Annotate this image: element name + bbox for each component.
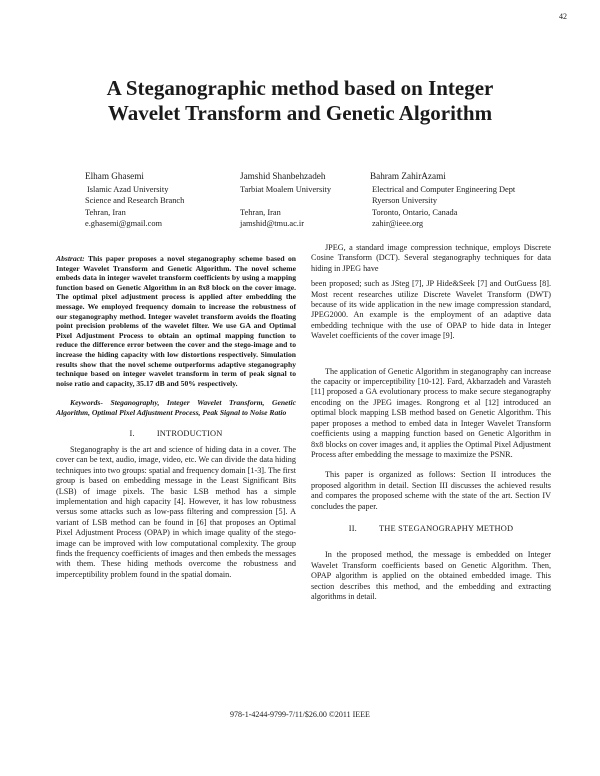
author-name: Elham Ghasemi xyxy=(85,171,144,181)
author-affiliation: Science and Research Branch xyxy=(85,196,185,206)
section-number: I. xyxy=(129,428,135,438)
left-column xyxy=(56,254,296,580)
author-location: Tehran, Iran xyxy=(240,207,281,217)
paragraph-organization: This paper is organized as follows: Section II introduces the proposed algorithm in detail. Section III discusses the achieved results and compares the proposed scheme with the state of the art. Section IV concludes the paper. xyxy=(311,470,551,511)
author-name: Bahram ZahirAzami xyxy=(370,171,446,181)
author-name: Jamshid Shanbehzadeh xyxy=(240,171,326,181)
author-affiliation: Ryerson University xyxy=(372,196,438,206)
paragraph-genetic-algorithm: The application of Genetic Algorithm in steganography can increase the capacity or imperceptibility [10-12]. Fard, Akbarzadeh and Varasteh [11] proposed a GA evolutionary process to make secure steganography encoding on the JPEG images. Rongrong et al [12] introduced an optimal block mapping LSB method based on Genetic Algorithm. This paper proposes a method to embed data in Integer Wavelet Transform coefficients using a mapping function based on Genetic Algorithm in 8x8 blocks on cover images and, it applies the Optimal Pixel Adjustment Process after embedding the message to maximize the PSNR. xyxy=(311,366,551,459)
paper-title xyxy=(40,76,560,126)
paragraph-dwt: been proposed; such as JSteg [7], JP Hide&Seek [7] and OutGuess [8]. Most recent researches utilize Discrete Wavelet Transform (DWT) because of its wide application in the new image compression standard, JPEG2000. An example is the employment of an adaptive data embedding technique with the use of OPAP to hide data in Integer Wavelet coefficients of the cover image [9]. xyxy=(311,279,551,341)
author-affiliation: Islamic Azad University xyxy=(87,184,169,194)
section-title: INTRODUCTION xyxy=(156,428,223,438)
abstract-text: This paper proposes a novel steganography scheme based on Integer Wavelet Transform and Genetic Algorithm. The novel scheme embeds data in integer wavelet transform coefficients by using a mapping function based on Genetic Algorithm in an 8x8 block on the cover image. The optimal pixel adjustment process is applied after embedding the message. We employed frequency domain to increase the robustness of our steganography method. Integer wavelet transform avoids the floating point precision problems of the wavelet filter. We use GA and Optimal Pixel Adjustment Process to obtain an optimal mapping function to reduce the difference error between the cover and the stego-image and to increase the hiding capacity with low distortions respectively. Simulation results show that the novel scheme outperforms adaptive steganography technique based on integer wavelet transform in term of peak signal to noise ratio and capacity, 35.17 dB and 50% respectively. xyxy=(56,254,296,388)
page-number: 42 xyxy=(559,12,567,21)
right-column xyxy=(311,243,551,602)
author-block-3 xyxy=(372,171,515,230)
author-affiliation: Tarbiat Moalem University xyxy=(240,184,332,194)
author-block-2 xyxy=(240,171,331,230)
author-email: e.ghasemi@gmail.com xyxy=(85,219,163,229)
keywords: Keywords- Steganography, Integer Wavelet Transform, Genetic Algorithm, Optimal Pixel Adjustment Process, Peak Signal to Noise Ratio xyxy=(56,398,296,417)
author-affiliation xyxy=(240,195,331,207)
author-affiliation: Electrical and Computer Engineering Dept xyxy=(372,184,516,194)
author-block-1 xyxy=(87,171,184,230)
author-email: jamshid@tmu.ac.ir xyxy=(240,219,304,229)
paragraph-jpeg: JPEG, a standard image compression technique, employs Discrete Cosine Transform (DCT). Several steganography techniques for data hiding in JPEG have xyxy=(311,243,551,273)
title-line-1: A Steganographic method based on Integer xyxy=(106,76,494,100)
author-email: zahir@ieee.org xyxy=(372,219,424,229)
author-location: Tehran, Iran xyxy=(85,207,126,217)
section-heading-introduction xyxy=(56,429,296,439)
section-title: THE STEGANOGRAPHY METHOD xyxy=(378,523,514,533)
copyright-footer: 978-1-4244-9799-7/11/$26.00 ©2011 IEEE xyxy=(230,710,370,719)
title-line-2: Wavelet Transform and Genetic Algorithm xyxy=(107,101,493,125)
section-heading-method xyxy=(311,524,551,534)
author-location: Toronto, Ontario, Canada xyxy=(372,207,458,217)
section-number: II. xyxy=(348,523,357,533)
abstract xyxy=(56,254,296,388)
intro-paragraph: Steganography is the art and science of hiding data in a cover. The cover can be text, audio, image, video, etc. We can divide the data hiding techniques into two groups: spatial and frequency domain [1-3]. The first group is based on embedding message in the Least Significant Bits (LSB) of image pixels. The basic LSB method has a simple implementation and high capacity [4]. However, it has low robustness versus some attacks such as low-pass filtering and compression [5]. A variant of LSB method can be found in [6] that proposes an Optimal Pixel Adjustment Process (OPAP) in which image quality of the stego-image can be improved with low computational complexity. The group finds the frequency coefficients of images and then embeds the messages with them. These hiding methods overcome the robustness and imperceptibility problem found in the spatial domain. xyxy=(56,444,296,579)
paragraph-method: In the proposed method, the message is embedded on Integer Wavelet Transform coefficients based on Genetic Algorithm. Then, OPAP algorithm is applied on the obtained embedded image. This section describes this method, and the embedding and extracting algorithms in detail. xyxy=(311,550,551,601)
abstract-label: Abstract: xyxy=(56,254,85,263)
